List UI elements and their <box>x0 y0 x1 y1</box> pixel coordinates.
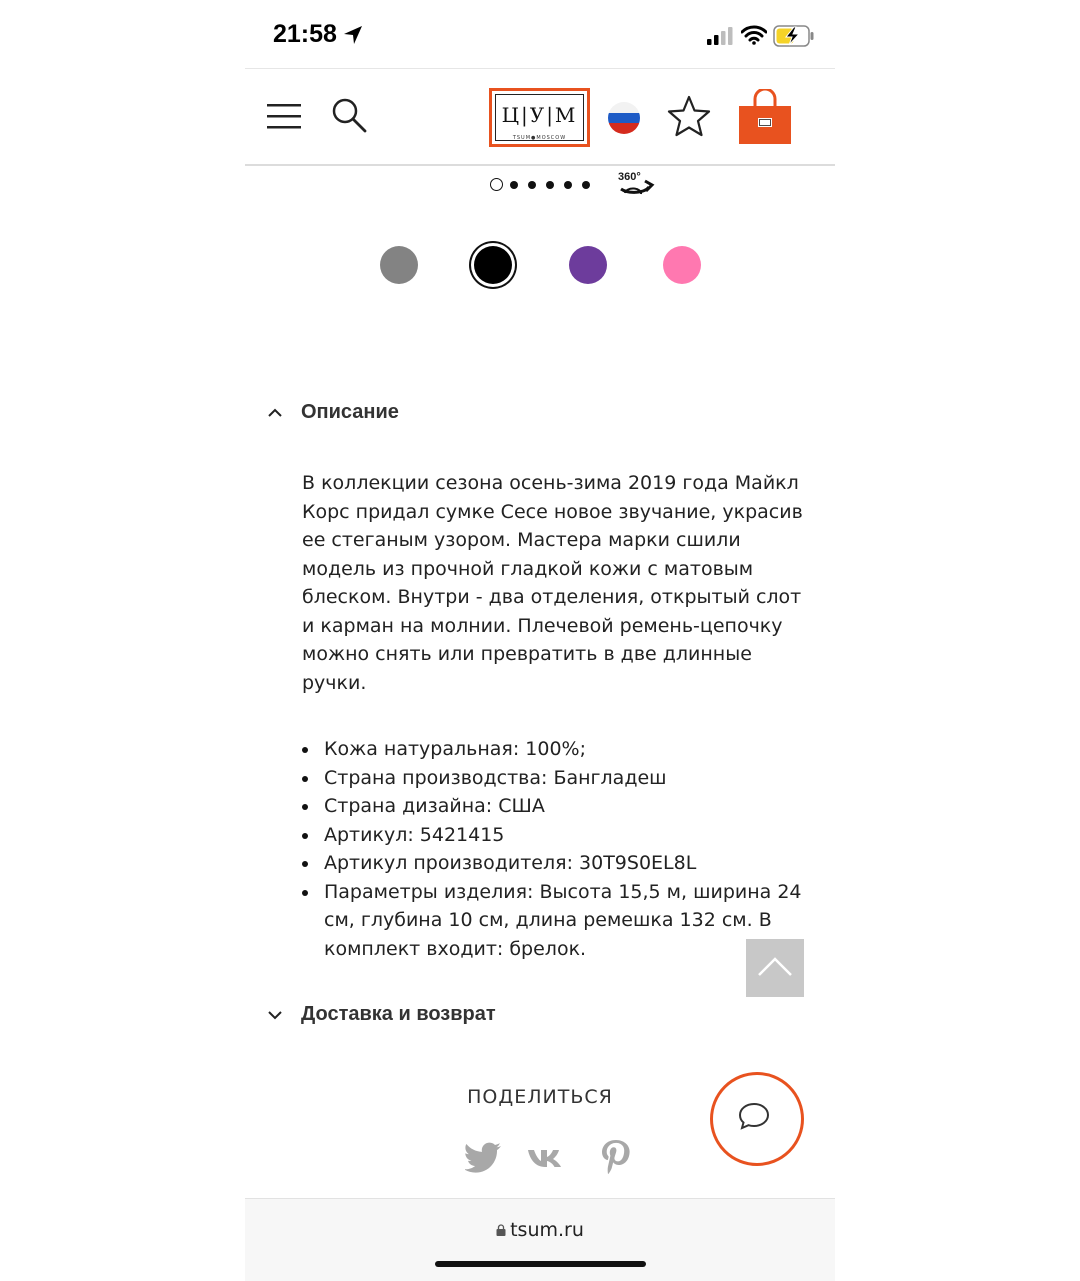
url-display[interactable] <box>245 1219 835 1241</box>
description-text: В коллекции сезона осень-зима 2019 года Майкл Корс придал сумке Cece новое звучание, украсив ее стеганым узором. Мастера марки сшили модель из прочной гладкой кожи с матовым блеском. Внутри - два отделения, открытый слот и карман на молнии. Плечевой ремень-цепочку можно снять или превратить в две длинные ручки. <box>302 472 803 694</box>
vk-icon[interactable] <box>526 1138 564 1176</box>
property-item: Артикул: 5421415 <box>302 821 812 850</box>
url-text: tsum.ru <box>510 1219 584 1241</box>
pinterest-icon[interactable] <box>597 1138 635 1176</box>
browser-url-bar[interactable] <box>245 1198 835 1281</box>
view-360-label: 360° <box>618 171 641 183</box>
logo-text: Ц|У|М <box>501 103 578 127</box>
chat-button[interactable] <box>710 1072 804 1166</box>
description-heading: Описание <box>301 401 399 423</box>
property-item: Страна дизайна: США <box>302 792 812 821</box>
chevron-down-icon <box>267 1009 283 1021</box>
property-item: Артикул производителя: 30T9S0EL8L <box>302 849 812 878</box>
delivery-toggle[interactable] <box>267 1003 496 1026</box>
share-label: ПОДЕЛИТЬСЯ <box>467 1086 613 1108</box>
home-indicator[interactable] <box>435 1261 646 1267</box>
product-properties <box>302 735 812 963</box>
chat-bubble-icon <box>710 1072 798 1160</box>
status-time: 21:58 <box>273 20 337 48</box>
description-toggle[interactable] <box>267 401 399 424</box>
logo-subtext: TSUM●MOSCOW <box>512 135 567 141</box>
chevron-up-icon <box>746 939 804 997</box>
scroll-to-top-button[interactable] <box>746 939 804 997</box>
twitter-icon[interactable] <box>465 1138 503 1176</box>
chevron-up-icon <box>267 407 283 419</box>
lock-icon <box>496 1224 506 1236</box>
property-item: Параметры изделия: Высота 15,5 м, ширина 24 см, глубина 10 см, длина ремешка 132 см. В комплект входит: брелок. <box>302 878 812 964</box>
property-item: Страна производства: Бангладеш <box>302 764 812 793</box>
delivery-heading: Доставка и возврат <box>301 1003 496 1025</box>
content-layer <box>245 0 835 1280</box>
property-item: Кожа натуральная: 100%; <box>302 735 812 764</box>
